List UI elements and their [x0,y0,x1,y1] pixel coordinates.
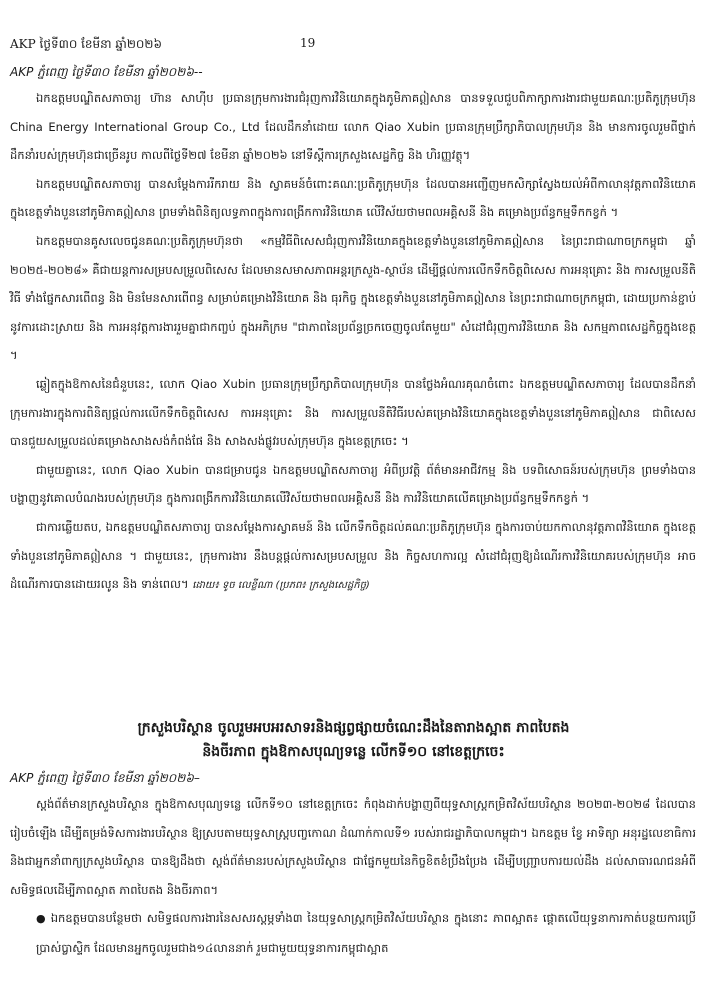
article1-paragraph: ជាមួយគ្នានេះ, លោក Qiao Xubin បានជម្រាបជូន ឯកឧត្តមបណ្ឌិតសភាចារ្យ អំពីប្រវត្តិ ព័ត៌មានអាជីវកម្ម និង បទពិសោធន៍របស់ក្រុមហ៊ុន ព្រមទាំងបានបង្ហាញនូវគោលបំណងរបស់ក្រុមហ៊ុន ក្នុងការពង្រីកការវិនិយោគលើវិស័យថាមពលអគ្គិសនី និង ការវិនិយោគលើគម្រោងប្រព័ន្ធកម្មទឹកកខ្វក់ ។ [10,462,696,506]
article2-paragraph: ស្តង់ព័ត៌មានក្រសួងបរិស្ថាន ក្នុងឱកាសបុណ្យទន្លេ លើកទី១០ នៅខេត្តក្រចេះ កំពុងដាក់បង្ហាញពីយុទ្ធសាស្ត្រកម្រិតវិស័យបរិស្ថាន ២០២៣-២០២៨ ដែលបានរៀបចំឡើង ដើម្បីតម្រង់ទិសការងារបរិស្ថាន ឱ្យស្របតាមយុទ្ធសាស្ត្របញ្ចកោណ ដំណាក់កាលទី១ របស់រាជរដ្ឋាភិបាលកម្ពុជា។ ឯកឧត្តម ខ្វែ អាទិត្យា អនុរដ្ឋលេខាធិការ និងជាអ្នកនាំពាក្យក្រសួងបរិស្ថាន បានឱ្យដឹងថា ស្តង់ព័ត៌មានរបស់ក្រសួងបរិស្ថាន ជាផ្នែកមួយនៃកិច្ចខិតខំប្រឹងប្រែង ដើម្បីបញ្ជ្រាបការយល់ដឹង ដល់សាធារណជនអំពីសមិទ្ធផលដើម្បីភាពស្អាត ភាពបៃតង និងចីរភាព។ [10,797,696,897]
page-header-date: AKP ថ្ងៃទី៣០ ខែមីនា ឆ្នាំ២០២៦ [10,37,162,51]
article2-headline-line2: និងចីរភាព ក្នុងឱកាសបុណ្យទន្លេ លើកទី១០ នៅខេត្តក្រចេះ [202,744,505,760]
article2-headline [0,716,707,764]
article2-bullet-item [10,904,696,962]
article1-paragraph: ឯកឧត្តមបណ្ឌិតសភាចារ្យ ហ៊ាន សាហ៊ីប ប្រធានក្រុមការងារជំរុញការវិនិយោគក្នុងភូមិភាគឦសាន បានទទួលជួបពិភាក្សាការងារជាមួយគណៈប្រតិភូក្រុមហ៊ុន China Energy International Group Co., Ltd ដែលដឹកនាំដោយ លោក Qiao Xubin ប្រធានក្រុមប្រឹក្សាភិបាលក្រុមហ៊ុន និង មានការចូលរួមពីថ្នាក់ដឹកនាំរបស់ក្រុមហ៊ុនជាច្រើនរូប កាលពីថ្ងៃទី២៧ ខែមីនា ឆ្នាំ២០២៦ នៅទីស្តីការក្រសួងសេដ្ឋកិច្ច និង ហិរញ្ញវត្ថុ។ [10,91,696,163]
article1-dateline: AKP ភ្នំពេញ ថ្ងៃទី៣០ ខែមីនា ឆ្នាំ២០២៦-- [10,65,203,79]
article1-body [10,84,696,601]
article2-dateline: AKP ភ្នំពេញ ថ្ងៃទី៣០ ខែមីនា ឆ្នាំ២០២៦– [10,771,200,785]
article1-paragraph [10,513,696,601]
article2-body [10,790,696,963]
article2-bullet-text: ឯកឧត្តមបានបន្ថែមថា សមិទ្ធផលការងារនៃសសរស្តម្ភទាំង៣ នៃយុទ្ធសាស្ត្រកម្រិតវិស័យបរិស្ថាន ក្នុងនោះ ភាពស្អាត៖ ផ្តោតលើយុទ្ធនាការកាត់បន្ថយការប្រើប្រាស់ប្លាស្ទិក ដែលមានអ្នកចូលរួមជាង១៤លាននាក់ រួមជាមួយយុទ្ធនាការកម្ពុជាស្អាត [36,911,696,955]
article1-paragraph: ឯកឧត្តមបានគូសលេចជូនគណៈប្រតិភូក្រុមហ៊ុនថា «កម្មវិធីពិសេសជំរុញការវិនិយោគក្នុងខេត្តទាំងបួននៅភូមិភាគឦសាន នៃព្រះរាជាណាចក្រកម្ពុជា ឆ្នាំ ២០២៥-២០២៨» គឺជាយន្តការសម្របសម្រួលពិសេស ដែលមានសមាសភាពអន្តរក្រសួង-ស្ថាប័ន ដើម្បីផ្តល់ការលើកទឹកចិត្តពិសេស ការអនុគ្រោះ និង ការសម្រួលនីតិវិធី ទាំងផ្នែកសារពើពន្ធ និង មិនមែនសារពើពន្ធ សម្រាប់គម្រោងវិនិយោគ និង ធុរកិច្ច ក្នុងខេត្តទាំងបួននៅភូមិភាគឦសាន នៃព្រះរាជាណាចក្រកម្ពុជា, ដោយប្រកាន់ខ្ជាប់នូវការដោះស្រាយ និង ការអនុវត្តការងាររួមគ្នាជាកញ្ចប់ ក្នុងអភិក្រម "ជាភាពនៃប្រព័ន្ធច្រកចេញចូលតែមួយ" សំដៅជំរុញការវិនិយោគ និង សកម្មភាពសេដ្ឋកិច្ចក្នុងខេត្ត ។ [10,233,696,363]
page-number: 19 [300,36,316,50]
bullet-icon: ● [36,912,47,926]
article2-headline-line1: ក្រសួងបរិស្ថាន ចូលរួមអបអរសាទរនិងផ្សព្វផ្សាយចំណេះដឹងនៃតារាងស្អាត ភាពបៃតង [137,720,570,736]
article1-paragraph: ឯកឧត្តមបណ្ឌិតសភាចារ្យ បានសម្តែងការរីករាយ និង ស្វាគមន៍ចំពោះគណៈប្រតិភូក្រុមហ៊ុន ដែលបានអញ្ជើញមកសិក្សាស្វែងយល់អំពីកាលានុវត្តភាពវិនិយោគ ក្នុងខេត្តទាំងបួននៅភូមិភាគឦសាន ព្រមទាំងពិនិត្យលទ្ធភាពក្នុងការពង្រីកការវិនិយោគ លើវិស័យថាមពលអគ្គិសនី និង គម្រោងប្រព័ន្ធកម្មទឹកកខ្វក់ ។ [10,176,696,220]
article1-byline: ដោយ៖ ទូច លេខ្លីណា (ប្រភព៖ ក្រសួងសេដ្ឋកិច្ច) [192,580,370,592]
article1-paragraph-text: ជាការឆ្លើយតប, ឯកឧត្តមបណ្ឌិតសភាចារ្យ បានសម្តែងការស្វាគមន៍ និង លើកទឹកចិត្តដល់គណៈប្រតិភូក្រុមហ៊ុន ក្នុងការចាប់យកកាលានុវត្តភាពវិនិយោគ ក្នុងខេត្តទាំងបួននៅភូមិភាគឦសាន ។ ជាមួយនេះ, ក្រុមការងារ នឹងបន្តផ្តល់ការសម្របសម្រួល និង កិច្ចសហការល្អ សំដៅជំរុញឱ្យដំណើរការវិនិយោគរបស់ក្រុមហ៊ុន អាចដំណើរការបានដោយរលូន និង ទាន់ពេល។ [10,519,696,592]
article1-paragraph: ឆ្លៀតក្នុងឱកាសនៃជំនួបនេះ, លោក Qiao Xubin ប្រធានក្រុមប្រឹក្សាភិបាលក្រុមហ៊ុន បានថ្លែងអំណរគុណចំពោះ ឯកឧត្តមបណ្ឌិតសភាចារ្យ ដែលបានដឹកនាំក្រុមការងារក្នុងការពិនិត្យផ្តល់ការលើកទឹកចិត្តពិសេស ការអនុគ្រោះ និង ការសម្រួលនីតិវិធីរបស់គម្រោងវិនិយោគក្នុងខេត្តទាំងបួននៅភូមិភាគឦសាន ជាពិសេស បានជួយសម្រួលដល់គម្រោងសាងសង់កំពង់ផែ និង សាងសង់ផ្លូវរបស់ក្រុមហ៊ុន ក្នុងខេត្តក្រចេះ ។ [10,376,696,449]
